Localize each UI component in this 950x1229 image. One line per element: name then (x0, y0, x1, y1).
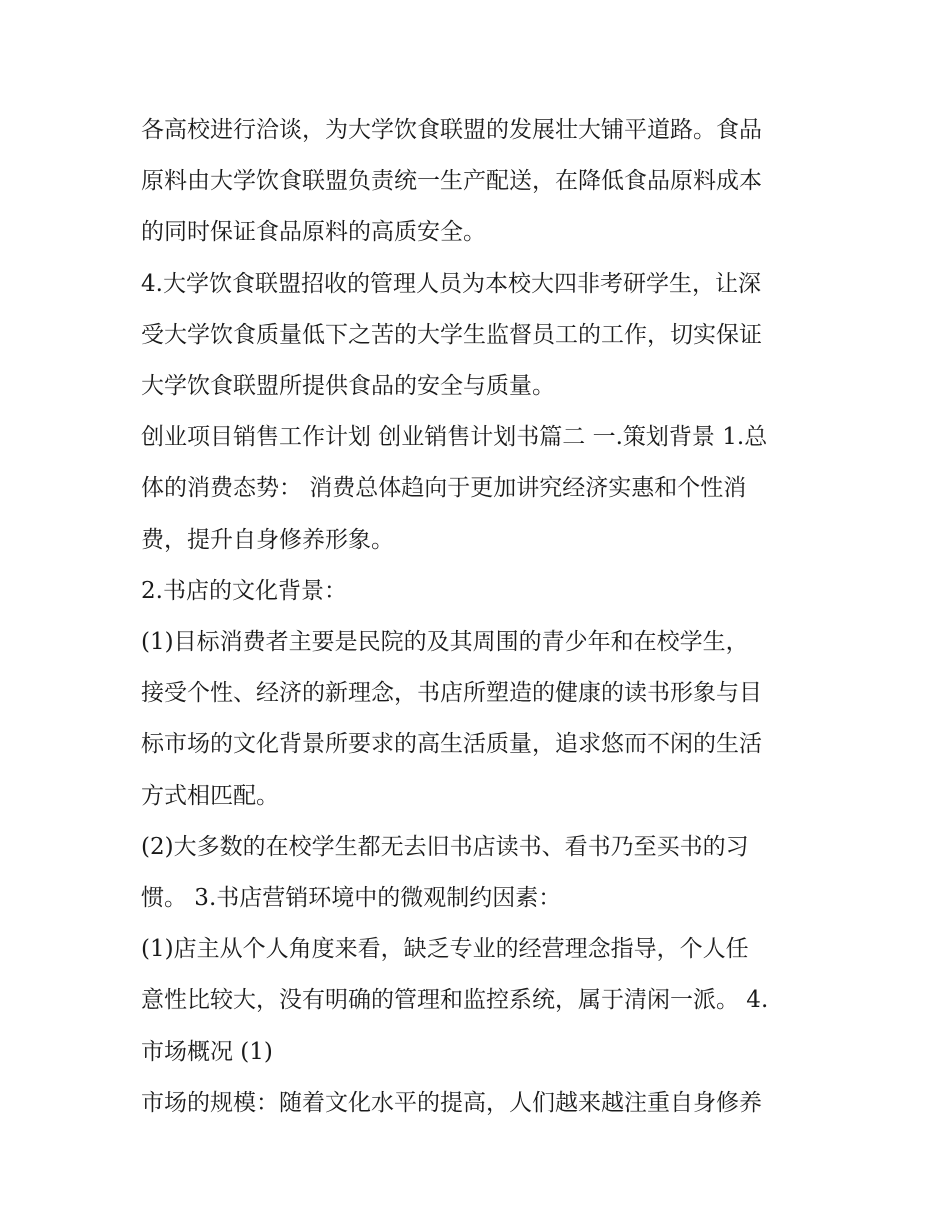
text-line: 各高校进行洽谈，为大学饮食联盟的发展壮大铺平道路。食品 (141, 117, 762, 143)
text-line: 创业项目销售工作计划 创业销售计划书篇二 一.策划背景 1.总 (141, 424, 768, 451)
text-line: (2)大多数的在校学生都无去旧书店读书、看书乃至买书的习 (141, 833, 749, 860)
text-line: 体的消费态势： 消费总体趋向于更加讲究经济实惠和个性消 (141, 475, 747, 502)
text-line: 市场的规模：随着文化水平的提高，人们越来越注重自身修养 (141, 1089, 762, 1116)
text-line: 受大学饮食质量低下之苦的大学生监督员工的工作，切实保证 (141, 321, 762, 348)
text-line: 4.大学饮食联盟招收的管理人员为本校大四非考研学生，让深 (141, 270, 761, 297)
text-line: (1)目标消费者主要是民院的及其周围的青少年和在校学生， (141, 629, 749, 656)
document-body (141, 105, 821, 1129)
text-line: 的同时保证食品原料的高质安全。 (141, 219, 486, 246)
text-line: (1)店主从个人角度来看，缺乏专业的经营理念指导，个人任 (141, 936, 749, 963)
text-line: 意性比较大，没有明确的管理和监控系统，属于清闲一派。 4. (141, 987, 769, 1014)
text-line: 惯。 3.书店营销环境中的微观制约因素： (141, 885, 562, 912)
text-line: 2.书店的文化背景： (141, 577, 347, 604)
text-line: 市场概况 (1) (141, 1038, 273, 1065)
text-line: 原料由大学饮食联盟负责统一生产配送，在降低食品原料成本 (141, 168, 762, 195)
text-line: 费，提升自身修养形象。 (141, 526, 394, 553)
text-line: 方式相匹配。 (141, 782, 279, 809)
text-line: 标市场的文化背景所要求的高生活质量，追求悠而不闲的生活 (141, 731, 762, 758)
text-line: 大学饮食联盟所提供食品的安全与质量。 (141, 373, 555, 400)
text-line: 接受个性、经济的新理念，书店所塑造的健康的读书形象与目 (141, 680, 762, 707)
